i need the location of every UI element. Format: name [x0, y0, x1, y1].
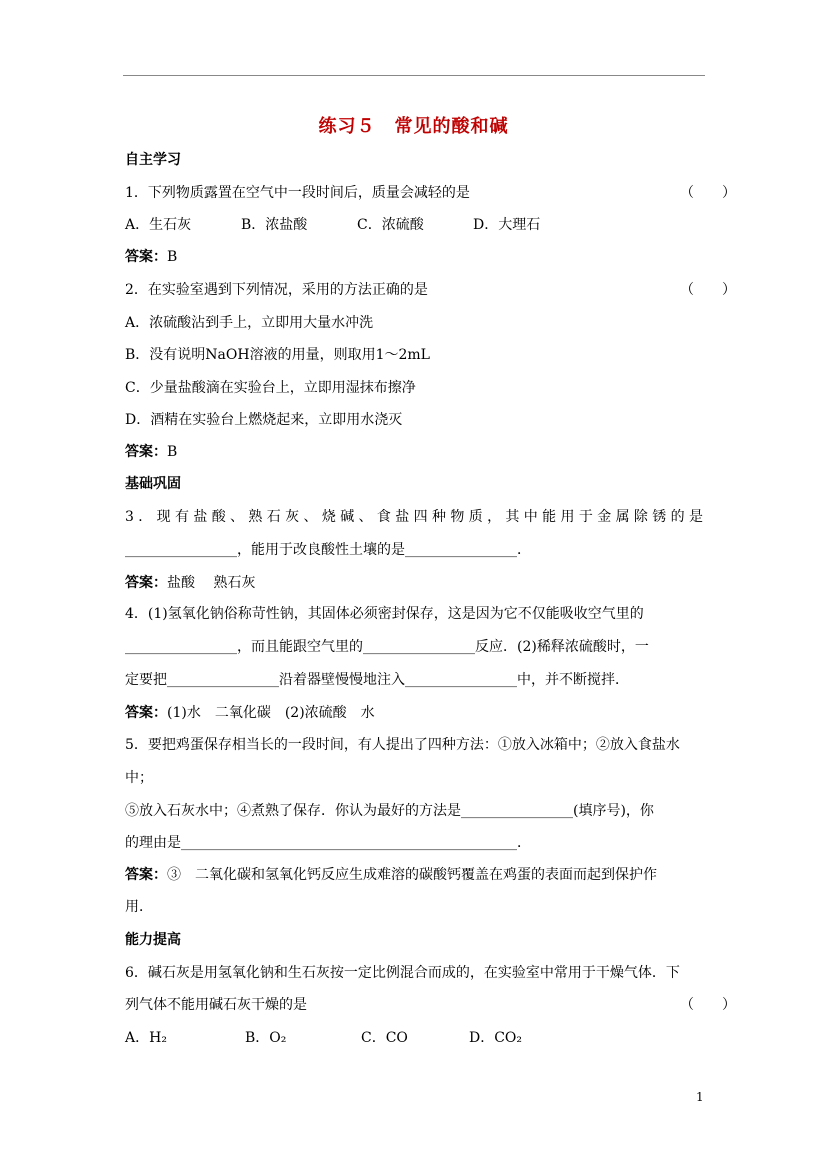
option-a: A．生石灰: [125, 217, 192, 233]
option-c: C．CO: [361, 1030, 408, 1046]
question-5-line-4: 的理由是________________________________________________．: [125, 835, 531, 851]
question-4-answer: [125, 703, 725, 723]
question-3-line-2: ________________，能用于改良酸性土壤的是________________．: [125, 542, 531, 558]
option-c: C．浓硫酸: [357, 217, 424, 233]
question-4-line-3: 定要把________________沿着器壁慢慢地注入________________中，并不断搅拌．: [125, 672, 629, 688]
question-2-answer-blank: （ ）: [680, 282, 736, 298]
question-6-answer-blank: （ ）: [680, 997, 736, 1013]
answer-value: B: [167, 444, 178, 460]
section-heading-advanced: 能力提高: [125, 932, 181, 948]
answer-label: 答案：: [125, 705, 167, 721]
section-heading-basics: 基础巩固: [125, 476, 181, 492]
question-1-answer-blank: （ ）: [680, 185, 736, 201]
header-rule: [123, 75, 705, 76]
answer-label: 答案：: [125, 444, 167, 460]
option-b: B．O₂: [245, 1030, 287, 1046]
question-3-answer: [125, 573, 725, 593]
answer-label: 答案：: [125, 249, 167, 265]
question-2-answer: [125, 442, 725, 462]
answer-label: 答案：: [125, 575, 167, 591]
question-2-option-b: B．没有说明NaOH溶液的用量，则取用1～2mL: [125, 347, 430, 363]
option-d: D．CO₂: [469, 1030, 523, 1046]
question-2-stem: 2．在实验室遇到下列情况，采用的方法正确的是: [125, 282, 428, 298]
question-4-line-1: 4．(1)氢氧化钠俗称苛性钠，其固体必须密封保存，这是因为它不仅能吸收空气里的: [125, 606, 644, 622]
question-4-line-2: ________________，而且能跟空气里的________________反应．(2)稀释浓硫酸时，一: [125, 639, 649, 655]
answer-label: 答案：: [125, 867, 167, 883]
question-1-stem: 1．下列物质露置在空气中一段时间后，质量会减轻的是: [125, 185, 470, 201]
option-d: D．大理石: [473, 217, 541, 233]
question-5-line-3: ⑤放入石灰水中；④煮熟了保存．你认为最好的方法是________________(填序号)，你: [125, 803, 654, 819]
question-6-line-1: 6．碱石灰是用氢氧化钠和生石灰按一定比例混合而成的，在实验室中常用于干燥气体．下: [125, 965, 680, 981]
question-3-line-1: 3．现有盐酸、熟石灰、烧碱、食盐四种物质，其中能用于金属除锈的是: [125, 509, 703, 525]
option-a: A．H₂: [125, 1030, 167, 1046]
question-5-answer-cont: 用．: [125, 899, 153, 915]
option-b: B．浓盐酸: [241, 217, 308, 233]
question-6-line-2: 列气体不能用碱石灰干燥的是: [125, 997, 307, 1013]
page-number: 1: [696, 1090, 704, 1104]
answer-value: ③ 二氧化碳和氢氧化钙反应生成难溶的碳酸钙覆盖在鸡蛋的表面而起到保护作: [167, 867, 657, 883]
answer-value: (1)水 二氧化碳 (2)浓硫酸 水: [167, 705, 375, 721]
answer-value: 盐酸 熟石灰: [167, 575, 256, 591]
question-5-answer: [125, 865, 725, 885]
question-2-option-c: C．少量盐酸滴在实验台上，立即用湿抹布擦净: [125, 380, 416, 396]
question-5-line-1: 5．要把鸡蛋保存相当长的一段时间，有人提出了四种方法：①放入冰箱中；②放入食盐水: [125, 737, 680, 753]
page-title: 练习５ 常见的酸和碱: [318, 116, 509, 137]
question-5-line-2: 中；: [125, 770, 153, 786]
answer-value: B: [167, 249, 178, 265]
question-2-option-a: A．浓硫酸沾到手上，立即用大量水冲洗: [125, 315, 374, 331]
question-2-option-d: D．酒精在实验台上燃烧起来，立即用水浇灭: [125, 412, 403, 428]
question-1-answer: [125, 247, 725, 267]
section-heading-self-study: 自主学习: [125, 152, 181, 168]
